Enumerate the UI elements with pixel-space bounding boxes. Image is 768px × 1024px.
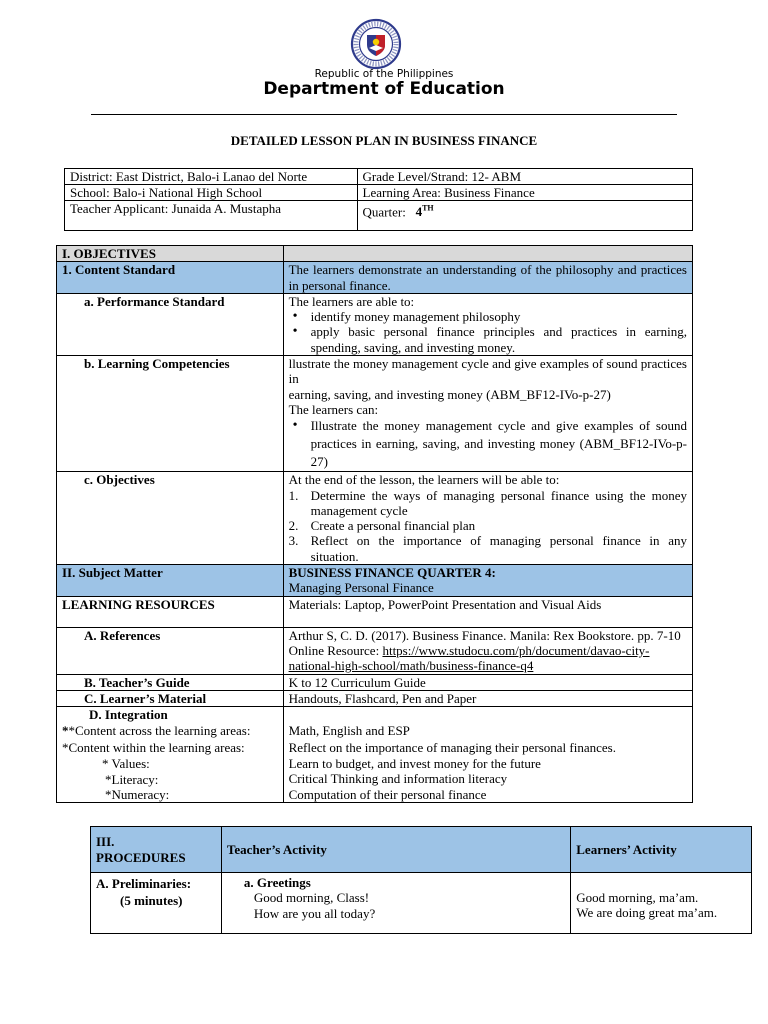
competencies-text: earning, saving, and investing money (ABM_BF12-IVo-p-27)	[288, 386, 611, 402]
objectives-intro: At the end of the lesson, the learners will be able to:	[288, 472, 560, 488]
document-title: DETAILED LESSON PLAN IN BUSINESS FINANCE	[230, 133, 538, 148]
quarter-label: Quarter:	[362, 204, 406, 220]
objectives-list	[289, 488, 687, 564]
objectives-heading: I. OBJECTIVES	[57, 246, 284, 262]
grade-cell: Grade Level/Strand: 12- ABM	[357, 169, 692, 185]
integration-cell	[283, 707, 692, 803]
learners-material-text: Handouts, Flashcard, Pen and Paper	[283, 690, 692, 706]
subject-title: BUSINESS FINANCE QUARTER 4:	[288, 565, 496, 581]
greetings-label: a. Greetings	[243, 875, 311, 890]
header-divider	[91, 114, 677, 115]
performance-standard-label: a. Performance Standard	[57, 293, 284, 355]
numeracy-text: Computation of their personal finance	[288, 786, 487, 802]
values-text: Learn to budget, and invest money for the future	[288, 756, 541, 772]
within-text: Reflect on the importance of managing their personal finances.	[288, 740, 616, 756]
objectives-label: c. Objectives	[57, 472, 284, 565]
subject-matter-cell	[283, 565, 692, 597]
competencies-text: The learners can:	[288, 401, 379, 417]
literacy-label: *Literacy:	[105, 771, 159, 787]
procedures-heading: III. PROCEDURES	[91, 827, 222, 873]
learner-line: We are doing great ma’am.	[576, 905, 718, 921]
competencies-list	[289, 417, 687, 471]
learner-line: Good morning, ma’am.	[576, 890, 699, 905]
teachers-guide-text: K to 12 Curriculum Guide	[283, 674, 692, 690]
republic-label: Republic of the Philippines	[314, 68, 454, 80]
performance-standard-cell	[283, 293, 692, 355]
within-label: *Content within the learning areas:	[62, 740, 245, 756]
quarter-cell	[357, 201, 692, 231]
competencies-text: llustrate the money management cycle and give examples of sound practices in	[288, 356, 687, 387]
preliminaries-duration: (5 minutes)	[120, 893, 183, 908]
list-item: • apply basic personal finance principles and practices in earning, spending, saving, and investing money.	[289, 324, 687, 355]
list-item: 1. Determine the ways of managing personal finance using the money management cycle	[288, 487, 687, 518]
materials-text: Materials: Laptop, PowerPoint Presentation and Visual Aids	[283, 596, 692, 627]
lesson-plan-table	[56, 245, 693, 803]
teacher-line: Good morning, Class!	[253, 890, 370, 906]
preliminaries-label: A. Preliminaries:	[96, 876, 192, 891]
teacher-activity-cell	[221, 873, 570, 934]
learner-activity-heading: Learners’ Activity	[571, 827, 752, 873]
reference-text: Arthur S, C. D. (2017). Business Finance. Manila: Rex Bookstore. pp. 7-10	[288, 627, 681, 643]
list-item: • Illustrate the money management cycle and give examples of sound practices in earning, saving, and investing money (ABM_BF12-IVo-p-27)	[289, 417, 687, 471]
learning-resources-label: LEARNING RESOURCES	[57, 596, 284, 627]
online-resource-link[interactable]: https://www.studocu.com/ph/document/davao-city-national-high-school/math/business-finance-q4	[288, 642, 650, 674]
learning-competencies-label: b. Learning Competencies	[57, 356, 284, 472]
content-standard-text: The learners demonstrate an understanding of the philosophy and practices in personal finance.	[283, 262, 692, 294]
across-text: Math, English and ESP	[288, 723, 410, 739]
content-standard-label: 1. Content Standard	[57, 262, 284, 294]
teacher-cell: Teacher Applicant: Junaida A. Mustapha	[65, 201, 358, 231]
list-item: • identify money management philosophy	[289, 309, 687, 324]
learning-competencies-cell	[283, 356, 692, 472]
subject-subtitle: Managing Personal Finance	[288, 580, 434, 596]
teachers-guide-label: B. Teacher’s Guide	[57, 674, 284, 690]
info-table	[64, 168, 693, 231]
integration-label-cell	[57, 707, 284, 803]
department-title: Department of Education	[263, 79, 505, 99]
numeracy-label: *Numeracy:	[105, 787, 170, 803]
references-label: A. References	[57, 627, 284, 674]
district-cell: District: East District, Balo-i Lanao del Norte	[65, 169, 358, 185]
integration-label: D. Integration	[89, 707, 168, 723]
performance-list	[289, 309, 687, 355]
preliminaries-cell	[91, 873, 222, 934]
learner-activity-cell	[571, 873, 752, 934]
procedures-table	[90, 826, 752, 934]
online-resource: Online Resource: https://www.studocu.com/ph/document/davao-city-national-high-school/math/business-finance-q4	[288, 642, 650, 674]
objectives-heading-blank	[283, 246, 692, 262]
teacher-line: How are you all today?	[253, 905, 376, 921]
performance-intro: The learners are able to:	[288, 293, 415, 309]
teacher-activity-heading: Teacher’s Activity	[221, 827, 570, 873]
learners-material-label: C. Learner’s Material	[57, 690, 284, 706]
list-item: 2. Create a personal financial plan	[288, 518, 476, 534]
subject-matter-label: II. Subject Matter	[57, 565, 284, 597]
literacy-text: Critical Thinking and information literacy	[288, 771, 508, 787]
area-cell: Learning Area: Business Finance	[357, 185, 692, 201]
objectives-cell	[283, 472, 692, 565]
quarter-value: 4TH	[415, 204, 434, 220]
deped-seal-logo	[339, 18, 413, 70]
references-cell	[283, 627, 692, 674]
across-label: **Content across the learning areas:	[62, 723, 251, 739]
values-label: * Values:	[102, 756, 150, 772]
school-cell: School: Balo-i National High School	[65, 185, 358, 201]
list-item: 3. Reflect on the importance of managing personal finance in any situation.	[288, 533, 687, 564]
